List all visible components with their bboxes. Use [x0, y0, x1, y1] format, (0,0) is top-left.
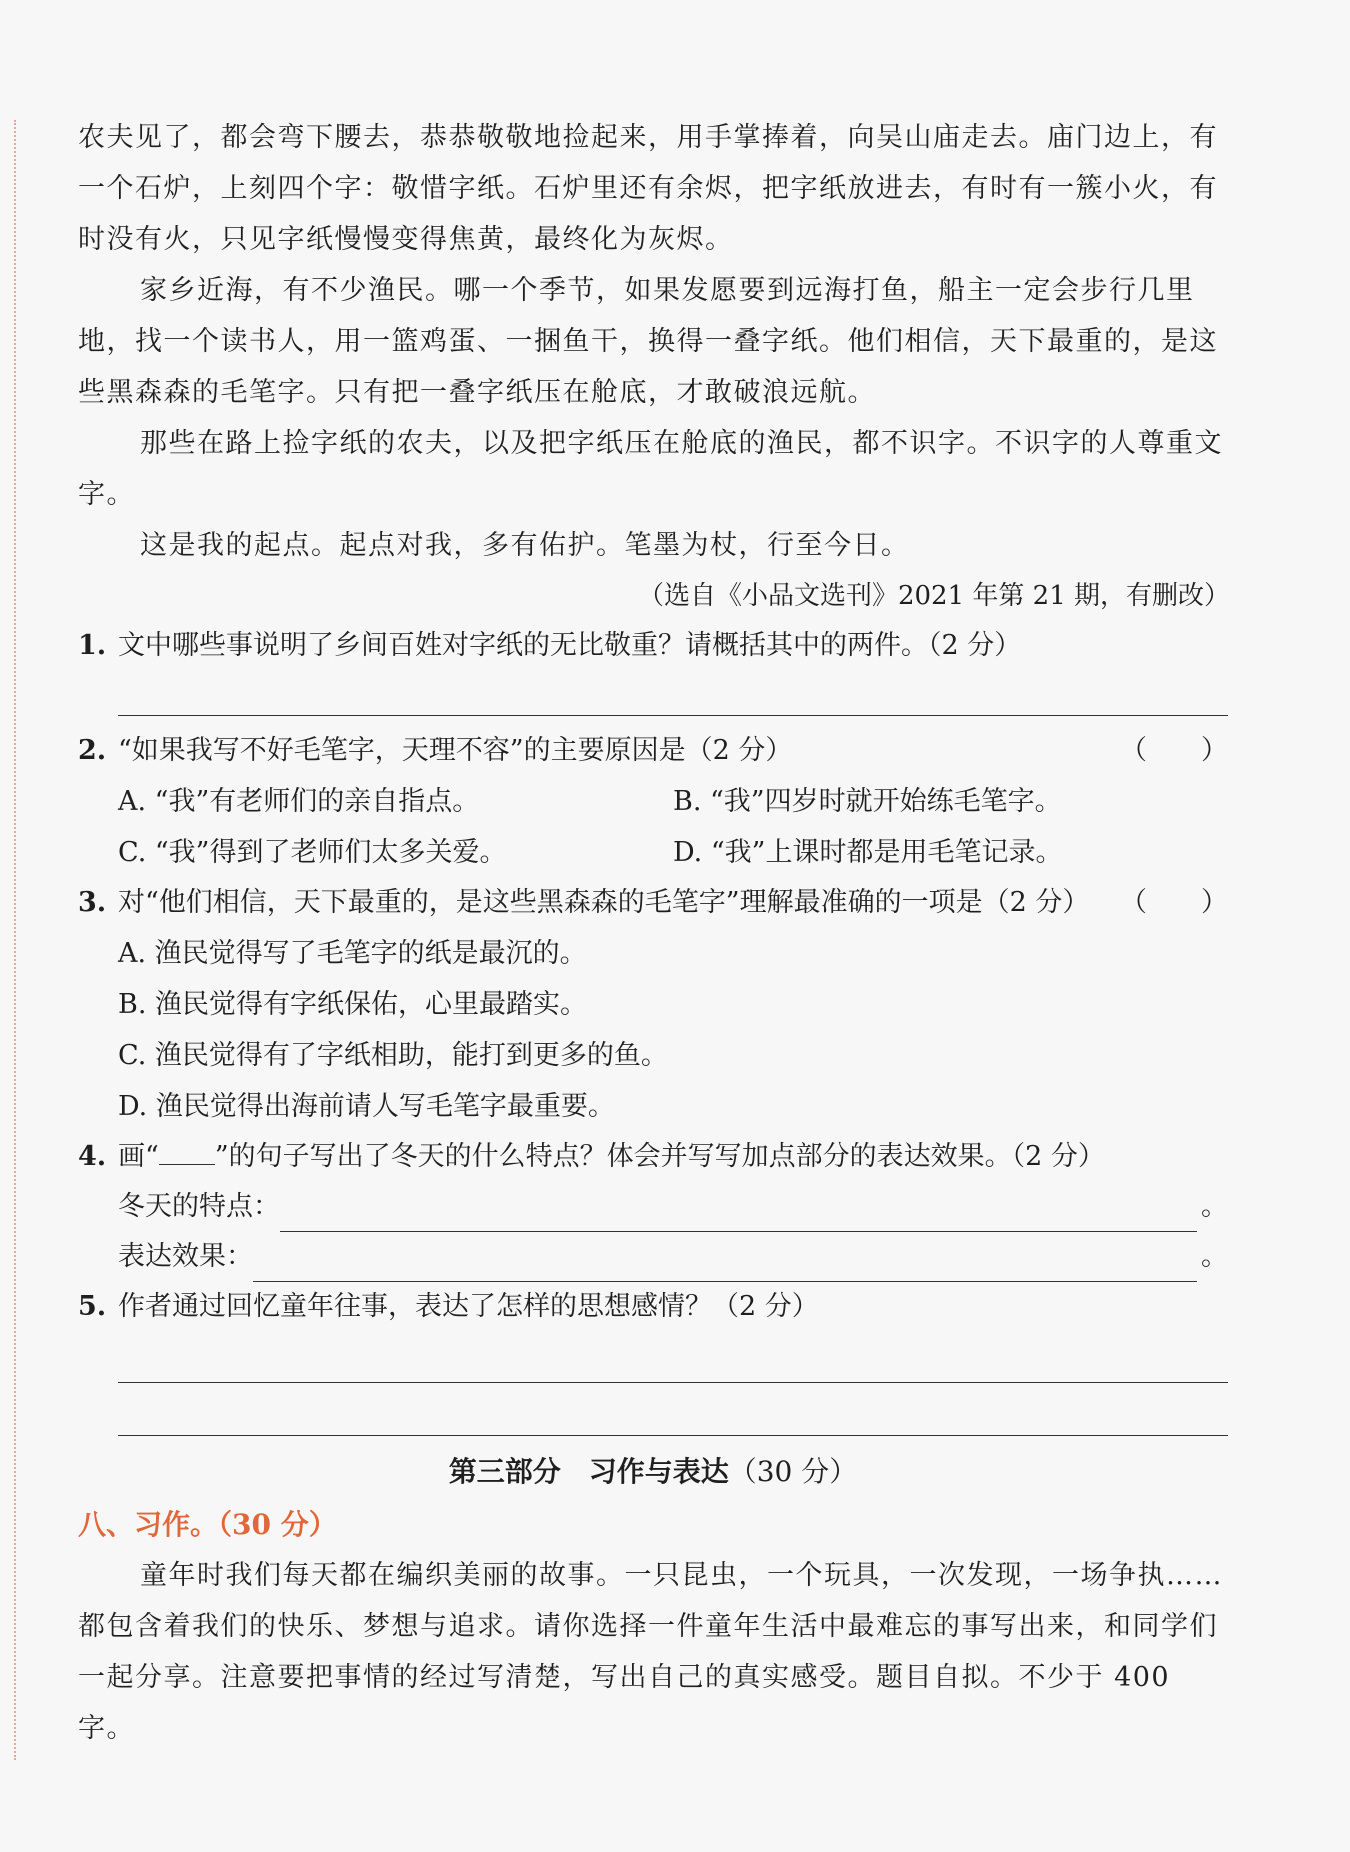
period-mark: 。: [1201, 1241, 1228, 1272]
section-title: [78, 1444, 1228, 1500]
q3-options: [78, 928, 1228, 1132]
essay-prompt: 童年时我们每天都在编织美丽的故事。一只昆虫，一个玩具，一次发现，一场争执……都包含着我们的快乐、梦想与追求。请你选择一件童年生活中最难忘的事写出来，和同学们一起分享。注意要把事情的经过写清楚，写出自己的真实感受。题目自拟。不少于 400 字。: [78, 1560, 1223, 1744]
question-2: [78, 726, 1228, 776]
margin-dotted-line: [14, 120, 16, 1760]
q4-feature-row: [78, 1182, 1228, 1232]
q5-answer-line-1[interactable]: [118, 1352, 1228, 1383]
question-text: 作者通过回忆童年往事，表达了怎样的思想感情？（2 分）: [118, 1291, 819, 1322]
passage-paragraph-3: 那些在路上捡字纸的农夫，以及把字纸压在舱底的渔民，都不识字。不识字的人尊重文字。: [78, 428, 1223, 510]
q5-answer-line-2[interactable]: [118, 1405, 1228, 1436]
period-mark: 。: [1201, 1191, 1228, 1222]
option-b[interactable]: B. 渔民觉得有字纸保佑，心里最踏实。: [118, 989, 588, 1020]
section-title-text: 第三部分 习作与表达: [448, 1455, 729, 1488]
passage-paragraph-1: 农夫见了，都会弯下腰去，恭恭敬敬地捡起来，用手掌捧着，向吴山庙走去。庙门边上，有一个石炉，上刻四个字：敬惜字纸。石炉里还有余烬，把字纸放进去，有时有一簇小火，有时没有火，只见字纸慢慢变得焦黄，最终化为灰烬。: [78, 122, 1218, 255]
q4-effect-row: [78, 1232, 1228, 1282]
option-b[interactable]: B. “我”四岁时就开始练毛笔字。: [673, 786, 1062, 817]
option-a[interactable]: A. 渔民觉得写了毛笔字的纸是最沉的。: [118, 938, 587, 969]
underline-sample: [159, 1140, 215, 1165]
essay-heading: 八、习作。（30 分）: [78, 1508, 337, 1541]
option-c[interactable]: C. “我”得到了老师们太多关爱。: [118, 837, 507, 868]
effect-label: 表达效果：: [118, 1241, 253, 1272]
question-number: 1.: [78, 630, 107, 661]
question-number: 5.: [78, 1291, 107, 1322]
passage-paragraph-2: 家乡近海，有不少渔民。哪一个季节，如果发愿要到远海打鱼，船主一定会步行几里地，找一个读书人，用一篮鸡蛋、一捆鱼干，换得一叠字纸。他们相信，天下最重的，是这些黑森森的毛笔字。只有把一叠字纸压在舱底，才敢破浪远航。: [78, 275, 1218, 408]
option-d[interactable]: D. 渔民觉得出海前请人写毛笔字最重要。: [118, 1091, 615, 1122]
option-a[interactable]: A. “我”有老师们的亲自指点。: [118, 786, 480, 817]
question-1: [78, 621, 1228, 671]
effect-answer-line[interactable]: [253, 1245, 1197, 1282]
answer-parentheses[interactable]: （ ）: [1120, 887, 1228, 918]
passage-source: （选自《小品文选刊》2021 年第 21 期，有删改）: [637, 581, 1230, 611]
q2-options: [78, 776, 1228, 878]
question-text: 对“他们相信，天下最重的，是这些黑森森的毛笔字”理解最准确的一项是（2 分）: [118, 887, 1090, 918]
section-points: （30 分）: [728, 1455, 858, 1488]
question-3: [78, 878, 1228, 928]
feature-answer-line[interactable]: [280, 1195, 1197, 1232]
option-c[interactable]: C. 渔民觉得有了字纸相助，能打到更多的鱼。: [118, 1040, 668, 1071]
worksheet-page: [78, 112, 1228, 1754]
question-number: 2.: [78, 735, 107, 766]
answer-parentheses[interactable]: （ ）: [1120, 735, 1228, 766]
option-d[interactable]: D. “我”上课时都是用毛笔记录。: [673, 837, 1063, 868]
passage-paragraph-4: 这是我的起点。起点对我，多有佑护。笔墨为杖，行至今日。: [140, 530, 910, 561]
question-number: 4.: [78, 1141, 107, 1172]
question-4: [78, 1132, 1228, 1182]
question-text-post: ”的句子写出了冬天的什么特点？体会并写写加点部分的表达效果。（2 分）: [214, 1141, 1105, 1172]
question-number: 3.: [78, 887, 107, 918]
question-text: “如果我写不好毛笔字，天理不容”的主要原因是（2 分）: [118, 735, 793, 766]
q1-answer-line[interactable]: [118, 685, 1228, 716]
question-text: 文中哪些事说明了乡间百姓对字纸的无比敬重？请概括其中的两件。（2 分）: [118, 630, 1022, 661]
feature-label: 冬天的特点：: [118, 1191, 280, 1222]
question-text-pre: 画“: [118, 1141, 159, 1172]
question-5: [78, 1282, 1228, 1332]
